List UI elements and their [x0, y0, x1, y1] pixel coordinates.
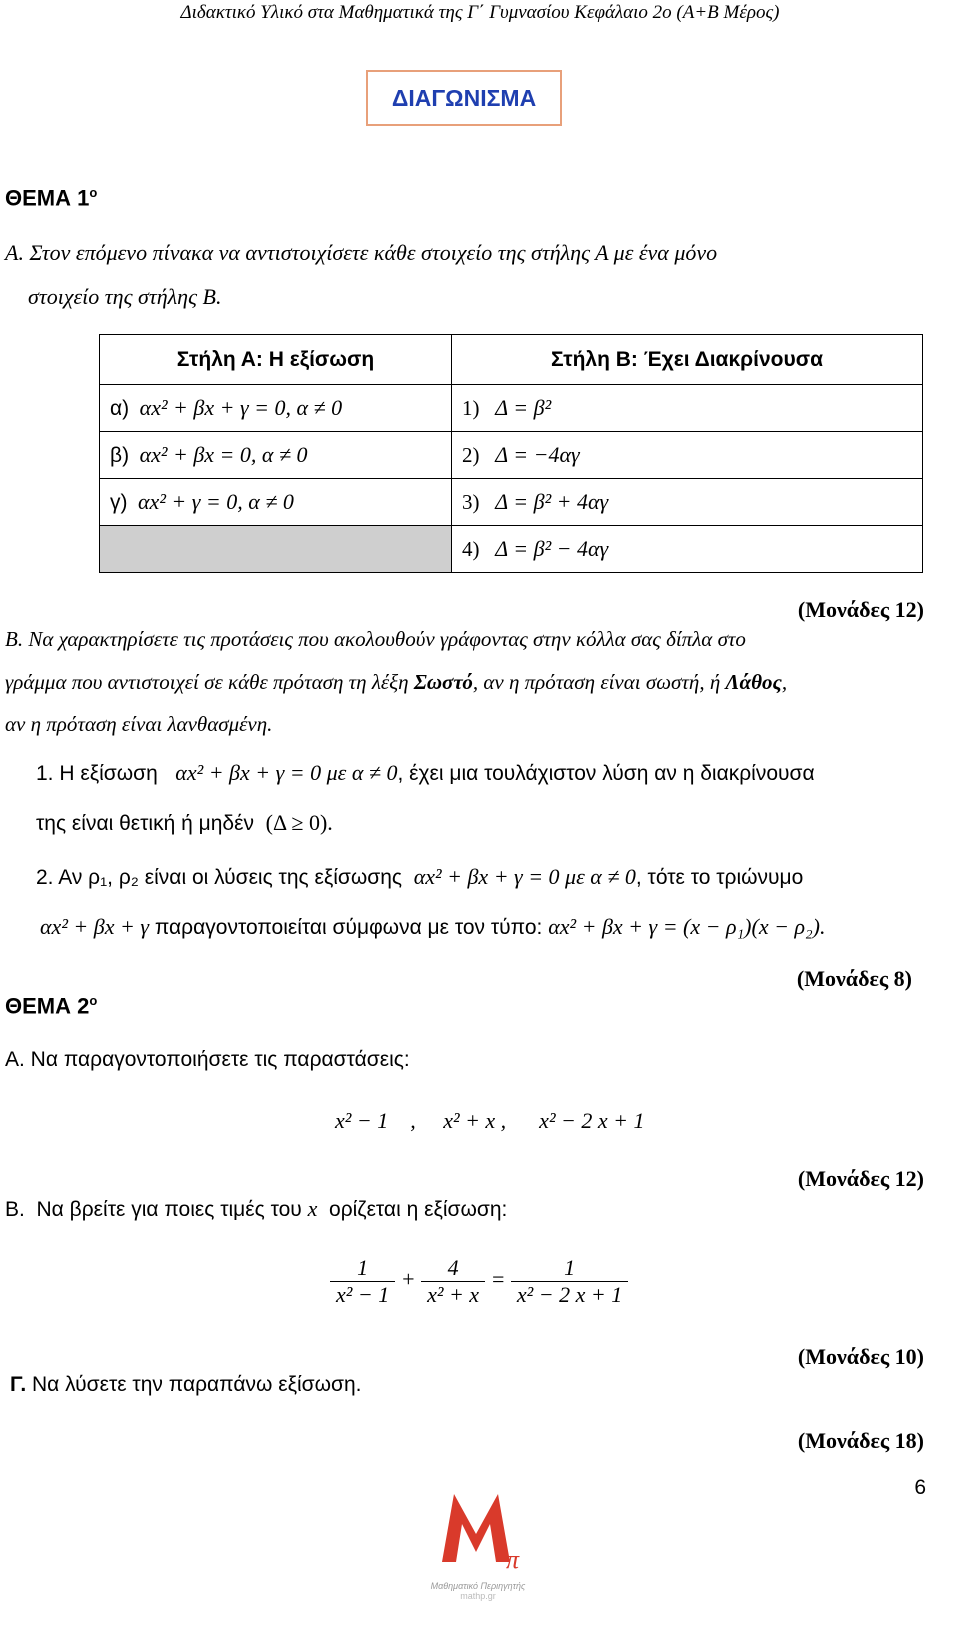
thema2-heading: ΘΕΜΑ $2^o$: [5, 993, 98, 1019]
statement-2-line1: 2. Αν ρ₁, ρ₂ είναι οι λύσεις της εξίσωσης αx² + βx + γ = 0 με α ≠ 0, τότε το τριώνυμο: [36, 864, 804, 889]
fraction-2: $\frac{4}{\text{x² + x}}$: [421, 1255, 485, 1308]
thema2-a-marks: (Μονάδες 12): [797, 1166, 924, 1191]
page-number: 6: [914, 1476, 926, 1499]
statement-1-line1: 1. Η εξίσωση αx² + βx + γ = 0 με α ≠ 0, έχει μια τουλάχιστον λύση αν η διακρίνουσα: [36, 760, 815, 785]
thema1-a-text-line2: στοιχείο της στήλης Β.: [28, 284, 222, 309]
thema1-a-text-line1: A. Στον επόμενο πίνακα να αντιστοιχίσετε κάθε στοιχείο της στήλης Α με ένα μόνο: [5, 240, 718, 265]
logo-pi: π: [506, 1545, 520, 1574]
thema1-a-marks: (Μονάδες 12): [797, 597, 924, 622]
table-row-2: 2) Δ = −4αγ: [452, 432, 923, 479]
matching-table: [99, 334, 923, 573]
table-row-1: 1) Δ = β²: [452, 385, 923, 432]
site-logo: [428, 1476, 528, 1624]
page-header: Διδακτικό Υλικό στα Μαθηματικά της Γ΄ Γυμνασίου Κεφάλαιο 2ο (Α+Β Μέρος): [180, 2, 780, 23]
thema1-b-line3: αν η πρόταση είναι λανθασμένη.: [5, 712, 273, 736]
table-row-3: 3) Δ = β² + 4αγ: [452, 479, 923, 526]
table-header-column-b: Στήλη Β: Έχει Διακρίνουσα: [452, 335, 923, 385]
rational-equation: $\frac{1}{\text{x² − 1}}$ + $\frac{4}{\text{x² + x}}$ = $\frac{1}{\text{x² − 2 x + 1}}$: [330, 1255, 628, 1308]
fraction-1: $\frac{1}{\text{x² − 1}}$: [330, 1255, 395, 1308]
fraction-3: $\frac{1}{\text{x² − 2 x + 1}}$: [511, 1255, 628, 1308]
thema1-b-line1: Β. Να χαρακτηρίσετε τις προτάσεις που ακολουθούν γράφοντας στην κόλλα σας δίπλα στο: [5, 627, 746, 651]
thema2-a-expressions: x² − 1 , x² + x , x² − 2 x + 1: [335, 1108, 645, 1133]
table-empty-cell: [100, 526, 452, 573]
table-row-a: α) αx² + βx + γ = 0, α ≠ 0: [100, 385, 452, 432]
thema2-b-text: Β. Να βρείτε για ποιες τιμές του x ορίζεται η εξίσωση:: [5, 1196, 508, 1221]
table-row-c: γ) αx² + γ = 0, α ≠ 0: [100, 479, 452, 526]
thema2-a-text: Α. Να παραγοντοποιήσετε τις παραστάσεις:: [5, 1048, 410, 1071]
word-wrong: Λάθος: [725, 670, 782, 694]
thema2-b-marks: (Μονάδες 10): [797, 1344, 924, 1369]
statement-1-line2: της είναι θετική ή μηδέν (Δ ≥ 0).: [36, 810, 333, 835]
logo-mark-icon: [428, 1476, 528, 1576]
thema2-c-text: Γ. Να λύσετε την παραπάνω εξίσωση.: [10, 1373, 362, 1396]
word-correct: Σωστό: [413, 670, 473, 694]
thema1-b-line2: γράμμα που αντιστοιχεί σε κάθε πρόταση τη λέξη Σωστό, αν η πρόταση είναι σωστή, ή Λάθος,: [5, 670, 788, 694]
logo-caption: Μαθηματικό Περιηγητής: [430, 1581, 526, 1591]
thema2-c-marks: (Μονάδες 18): [797, 1428, 924, 1453]
document-title: ΔΙΑΓΩΝΙΣΜΑ: [366, 70, 562, 126]
thema1-b-marks: (Μονάδες 8): [796, 966, 912, 991]
table-row-b: β) αx² + βx = 0, α ≠ 0: [100, 432, 452, 479]
thema1-heading: ΘΕΜΑ $1^o$: [5, 185, 98, 211]
table-row-4: 4) Δ = β² − 4αγ: [452, 526, 923, 573]
statement-2-line2: αx² + βx + γ παραγοντοποιείται σύμφωνα με τον τύπο: αx² + βx + γ = (x − ρ₁)(x − ρ₂).: [40, 914, 826, 939]
logo-url: mathp.gr: [460, 1591, 496, 1601]
table-header-column-a: Στήλη Α: Η εξίσωση: [100, 335, 452, 385]
